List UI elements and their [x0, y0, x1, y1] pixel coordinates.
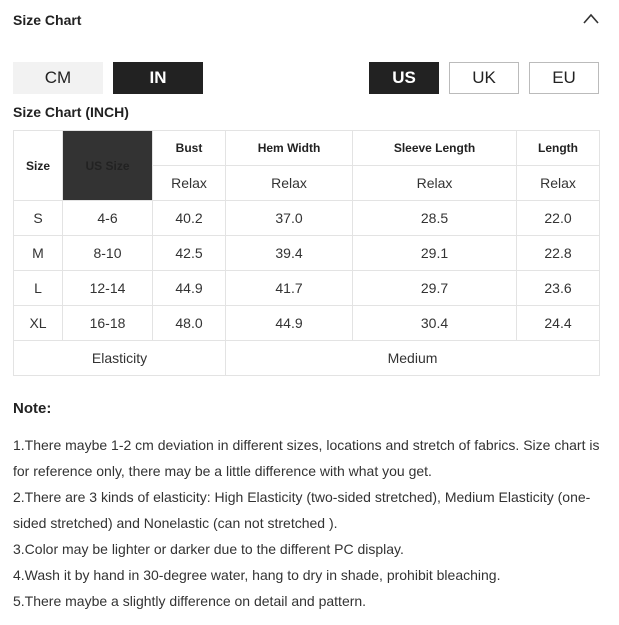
header-sleeve-length: Sleeve Length	[353, 131, 517, 166]
elasticity-row	[14, 341, 600, 376]
subheader-sleeve-length: Relax	[353, 166, 517, 201]
notes-list	[13, 432, 613, 614]
cell-length: 22.0	[517, 201, 600, 236]
cell-sleeve-length: 29.1	[353, 236, 517, 271]
chevron-up-icon[interactable]	[582, 12, 600, 26]
cell-bust: 40.2	[153, 201, 226, 236]
header-title: Size Chart	[13, 12, 82, 28]
header-hem-width: Hem Width	[226, 131, 353, 166]
unit-cm-button[interactable]: CM	[13, 62, 103, 94]
table-row	[14, 271, 600, 306]
subheader-length: Relax	[517, 166, 600, 201]
cell-us-size: 16-18	[63, 306, 153, 341]
elasticity-label: Elasticity	[14, 341, 226, 376]
size-chart-header[interactable]	[0, 0, 619, 40]
table-row	[14, 236, 600, 271]
elasticity-value: Medium	[226, 341, 600, 376]
cell-bust: 48.0	[153, 306, 226, 341]
cell-size: S	[14, 201, 63, 236]
size-chart-title: Size Chart (INCH)	[13, 104, 129, 120]
cell-length: 23.6	[517, 271, 600, 306]
table-row	[14, 306, 600, 341]
cell-size: M	[14, 236, 63, 271]
cell-hem-width: 39.4	[226, 236, 353, 271]
cell-us-size: 4-6	[63, 201, 153, 236]
note-line: 3.Color may be lighter or darker due to the different PC display.	[13, 541, 404, 557]
header-size: Size	[14, 131, 63, 201]
table-row	[14, 201, 600, 236]
note-line: 4.Wash it by hand in 30-degree water, hang to dry in shade, prohibit bleaching.	[13, 567, 501, 583]
cell-hem-width: 37.0	[226, 201, 353, 236]
size-table	[13, 130, 600, 376]
cell-hem-width: 44.9	[226, 306, 353, 341]
note-line: 2.There are 3 kinds of elasticity: High Elasticity (two-sided stretched), Medium Elasticity (one-sided stretched) and Nonelastic (can not stretched ).	[13, 489, 591, 531]
region-eu-button[interactable]: EU	[529, 62, 599, 94]
region-us-button[interactable]: US	[369, 62, 439, 94]
cell-sleeve-length: 28.5	[353, 201, 517, 236]
header-us-size: US Size	[63, 131, 153, 201]
cell-length: 22.8	[517, 236, 600, 271]
note-line: 1.There maybe 1-2 cm deviation in different sizes, locations and stretch of fabrics. Size chart is for reference only, there may be a little difference with what you get.	[13, 437, 600, 479]
cell-size: XL	[14, 306, 63, 341]
subheader-bust: Relax	[153, 166, 226, 201]
cell-size: L	[14, 271, 63, 306]
note-line: 5.There maybe a slightly difference on detail and pattern.	[13, 593, 367, 609]
cell-bust: 44.9	[153, 271, 226, 306]
cell-length: 24.4	[517, 306, 600, 341]
subheader-hem-width: Relax	[226, 166, 353, 201]
header-length: Length	[517, 131, 600, 166]
header-bust: Bust	[153, 131, 226, 166]
cell-us-size: 12-14	[63, 271, 153, 306]
cell-sleeve-length: 29.7	[353, 271, 517, 306]
cell-bust: 42.5	[153, 236, 226, 271]
cell-hem-width: 41.7	[226, 271, 353, 306]
cell-us-size: 8-10	[63, 236, 153, 271]
note-title: Note:	[13, 400, 52, 417]
table-header-row	[14, 131, 600, 166]
unit-in-button[interactable]: IN	[113, 62, 203, 94]
cell-sleeve-length: 30.4	[353, 306, 517, 341]
region-uk-button[interactable]: UK	[449, 62, 519, 94]
